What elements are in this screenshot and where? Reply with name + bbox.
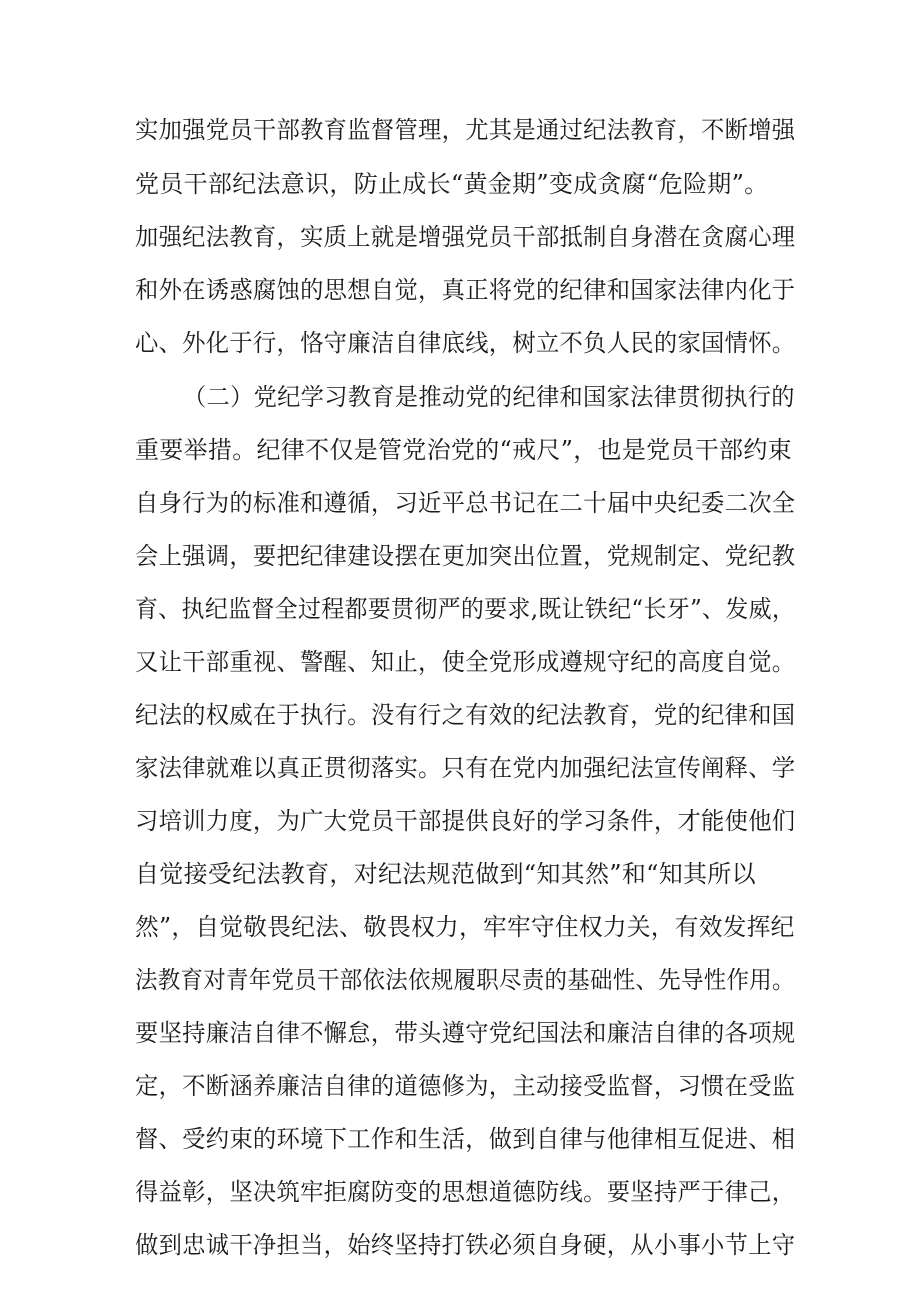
paragraph-line: 又让干部重视、警醒、知止，使全党形成遵规守纪的高度自觉。 xyxy=(135,648,796,676)
paragraph-line: 自身行为的标准和遵循，习近平总书记在二十届中央纪委二次全 xyxy=(135,489,796,517)
paragraph-line: 法教育对青年党员干部依法依规履职尽责的基础性、先导性作用。 xyxy=(135,966,795,994)
paragraph-line: 督、受约束的环境下工作和生活，做到自律与他律相互促进、相 xyxy=(135,1125,796,1153)
paragraph-line: 家法律就难以真正贯彻落实。只有在党内加强纪法宣传阐释、学 xyxy=(135,754,796,782)
paragraph-line: （二）党纪学习教育是推动党的纪律和国家法律贯彻执行的 xyxy=(183,383,795,411)
paragraph-line: 然”，自觉敬畏纪法、敬畏权力，牢牢守住权力关，有效发挥纪 xyxy=(135,913,795,941)
paragraph-line: 实加强党员干部教育监督管理，尤其是通过纪法教育，不断增强 xyxy=(135,116,796,144)
paragraph-line: 党员干部纪法意识，防止成长“黄金期”变成贪腐“危险期”。 xyxy=(135,170,769,198)
paragraph-line: 得益彰，坚决筑牢拒腐防变的思想道德防线。要坚持严于律己， xyxy=(135,1178,796,1206)
paragraph-line: 自觉接受纪法教育，对纪法规范做到“知其然”和“知其所以 xyxy=(135,860,756,888)
paragraph-line: 做到忠诚干净担当，始终坚持打铁必须自身硬，从小事小节上守 xyxy=(135,1231,796,1259)
paragraph-line: 育、执纪监督全过程都要贯彻严的要求,既让铁纪“长牙”、发威， xyxy=(135,595,796,623)
paragraph-line: 加强纪法教育，实质上就是增强党员干部抵制自身潜在贪腐心理 xyxy=(135,223,796,251)
paragraph-line: 要坚持廉洁自律不懈怠，带头遵守党纪国法和廉洁自律的各项规 xyxy=(135,1019,796,1047)
paragraph-line: 纪法的权威在于执行。没有行之有效的纪法教育，党的纪律和国 xyxy=(135,701,796,729)
paragraph-line: 心、外化于行，恪守廉洁自律底线，树立不负人民的家国情怀。 xyxy=(135,329,796,357)
paragraph-line: 会上强调，要把纪律建设摆在更加突出位置，党规制定、党纪教 xyxy=(135,542,796,570)
paragraph-line: 定，不断涵养廉洁自律的道德修为，主动接受监督，习惯在受监 xyxy=(135,1072,796,1100)
paragraph-line: 习培训力度，为广大党员干部提供良好的学习条件，才能使他们 xyxy=(135,807,796,835)
paragraph-line: 和外在诱惑腐蚀的思想自觉，真正将党的纪律和国家法律内化于 xyxy=(135,276,796,304)
paragraph-line: 重要举措。纪律不仅是管党治党的“戒尺”，也是党员干部约束 xyxy=(135,436,792,464)
